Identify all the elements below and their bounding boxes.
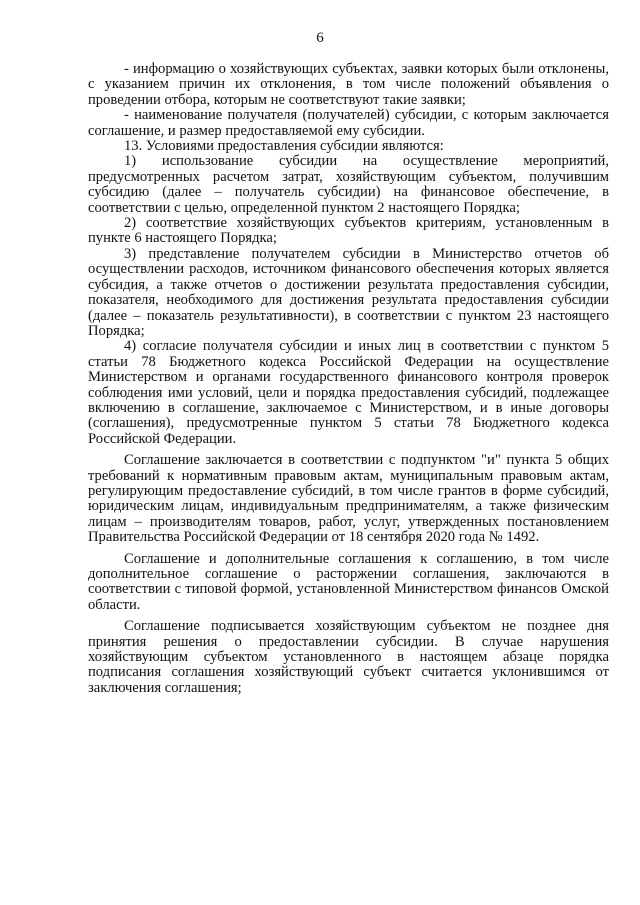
paragraph-agreement-signing: Соглашение подписывается хозяйствующим субъектом не позднее дня принятия решения о предоставлении субсидии. В случае нарушения хозяйствующим субъектом установленного в настоящем абзаце порядка подписания соглашения хозяйствующий субъект считается уклонившимся от заключения соглашения; — [88, 618, 609, 696]
paragraph-section-13-heading: 13. Условиями предоставления субсидии являются: — [124, 138, 444, 155]
paragraph-condition-3: 3) представление получателем субсидии в Министерство отчетов об осуществлении расходов, источником финансового обеспечения которых является субсидия, а также отчетов о достижении результата предоставления субсидии, показателя, необходимого для достижения результата предоставления субсидии (далее – показатель результативности), в соответствии с пунктом 23 настоящего Порядка; — [88, 245, 609, 339]
page-number: 6 — [316, 30, 324, 46]
paragraph-condition-4: 4) согласие получателя субсидии и иных лиц в соответствии с пунктом 5 статьи 78 Бюджетного кодекса Российской Федерации на осуществление Министерством и органами государственного финансового контроля проверок соблюдения ими условий, цели и порядка предоставления субсидий, подлежащее включению в соглашение, заключаемое с Министерством, и в иные договоры (соглашения), предусмотренные пунктом 5 статьи 78 Бюджетного кодекса Российской Федерации. — [88, 338, 609, 447]
paragraph-agreement-form: Соглашение и дополнительные соглашения к соглашению, в том числе дополнительное соглашение о расторжении соглашения, заключаются в соответствии с типовой формой, установленной Министерством финансов Омской области. — [88, 550, 609, 613]
body-text — [88, 62, 609, 696]
paragraph-condition-1: 1) использование субсидии на осуществление мероприятий, предусмотренных расчетом затрат, хозяйствующим субъектом, получившим субсидию (далее – получатель субсидии) на финансовое обеспечение, в соответствии с целью, определенной пунктом 2 настоящего Порядка; — [88, 153, 609, 216]
paragraph-recipient-name: - наименование получателя (получателей) субсидии, с которым заключается соглашение, и размер предоставляемой ему субсидии. — [88, 107, 609, 139]
paragraph-condition-2: 2) соответствие хозяйствующих субъектов критериям, установленным в пункте 6 настоящего Порядка; — [88, 215, 609, 247]
paragraph-agreement-basis: Соглашение заключается в соответствии с подпунктом "и" пункта 5 общих требований к нормативным правовым актам, муниципальным правовым актам, регулирующим предоставление субсидий, в том числе грантов в форме субсидий, юридическим лицам, индивидуальным предпринимателям, а также физическим лицам – производителям товаров, работ, услуг, утвержденных постановлением Правительства Российской Федерации от 18 сентября 2020 года № 1492. — [88, 452, 609, 546]
paragraph-rejected-applicants-info: - информацию о хозяйствующих субъектах, заявки которых были отклонены, с указанием причин их отклонения, в том числе положений объявления о проведении отбора, которым не соответствуют такие заявки; — [88, 61, 609, 108]
